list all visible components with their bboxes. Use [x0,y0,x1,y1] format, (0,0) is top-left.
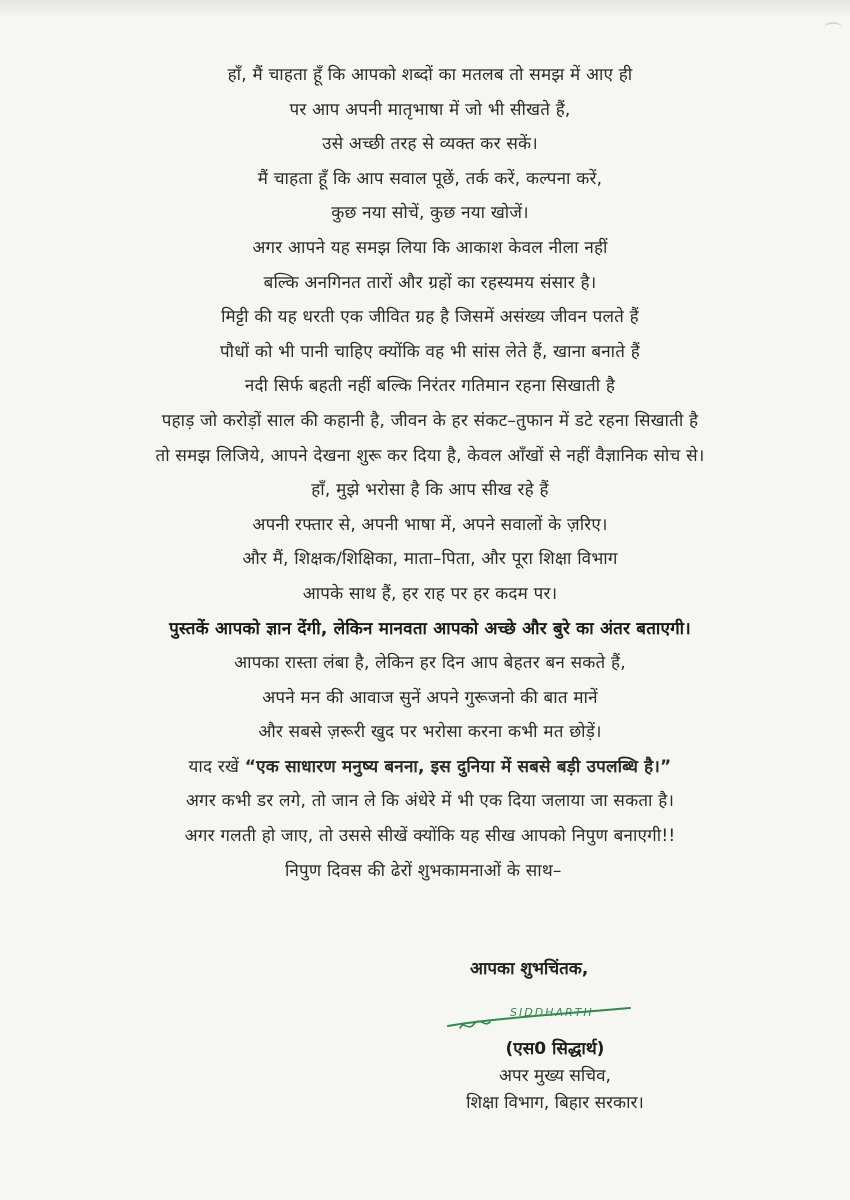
quote-intro: याद रखें [188,756,240,777]
letter-line: अगर गलती हो जाए, तो उससे सीखें क्योंकि यह सीख आपको निपुण बनाएगी!! [184,826,676,847]
letter-line: आपका रास्ता लंबा है, लेकिन हर दिन आप बेहतर बन सकते हैं, [234,653,626,674]
quote-line [60,750,800,785]
paper-top-edge [0,0,850,18]
letter-line: और सबसे ज़रूरी खुद पर भरोसा करना कभी मत छोड़ें। [258,722,602,743]
stray-mark [824,22,842,34]
signature-image [440,998,640,1038]
quote-text: “एक साधारण मनुष्य बनना, इस दुनिया में सबसे बड़ी उपलब्धि है।” [244,756,672,777]
letter-line-emphasis: पुस्तकें आपको ज्ञान देंगी, लेकिन मानवता आपको अच्छे और बुरे का अंतर बताएगी। [169,618,691,639]
letter-line: पहाड़ जो करोड़ों साल की कहानी है, जीवन के हर संकट–तुफान में डटे रहना सिखाती है [161,410,699,431]
signer-department: शिक्षा विभाग, बिहार सरकार। [466,1093,644,1113]
letter-line: अगर कभी डर लगे, तो जान ले कि अंधेरे में भी एक दिया जलाया जा सकता है। [185,791,675,812]
letter-body [60,58,800,888]
letter-line: हाँ, मैं चाहता हूँ कि आपको शब्दों का मतलब तो समझ में आए ही [227,65,633,85]
letter-line: पर आप अपनी मातृभाषा में जो भी सीखते हैं, [289,99,571,120]
letter-line: मैं चाहता हूँ कि आप सवाल पूछें, तर्क करें, कल्पना करें, [257,168,603,189]
letter-greeting-line: निपुण दिवस की ढेरों शुभकामनाओं के साथ– [285,860,562,881]
letter-line: बल्कि अनगिनत तारों और ग्रहों का रहस्यमय संसार है। [263,272,597,293]
signer-block [440,1036,670,1117]
signoff: आपका शुभचिंतक, [470,959,589,979]
signer-designation: अपर मुख्य सचिव, [499,1066,611,1086]
letter-line: नदी सिर्फ बहती नहीं बल्कि निरंतर गतिमान रहना सिखाती है [244,376,616,397]
letter-line: हाँ, मुझे भरोसा है कि आप सीख रहे हैं [311,480,549,501]
letter-line: अगर आपने यह समझ लिया कि आकाश केवल नीला नहीं [252,237,608,258]
letter-line: पौधों को भी पानी चाहिए क्योंकि वह भी सांस लेते हैं, खाना बनाते हैं [220,341,640,362]
letter-line: उसे अच्छी तरह से व्यक्त कर सकें। [322,134,538,155]
letter-line: अपने मन की आवाज सुनें अपने गुरूजनो की बात मानें [262,687,598,708]
letter-line: आपके साथ हैं, हर राह पर हर कदम पर। [302,583,558,604]
letter-line: तो समझ लिजिये, आपने देखना शुरू कर दिया है, केवल आँखों से नहीं वैज्ञानिक सोच से। [155,445,705,466]
signature-text: SIDDHARTH [510,1006,594,1019]
letter-line: और मैं, शिक्षक/शिक्षिका, माता–पिता, और पूरा शिक्षा विभाग [242,549,618,570]
letter-line: मिट्टी की यह धरती एक जीवित ग्रह है जिसमें असंख्य जीवन पलते हैं [221,307,639,328]
signer-name: (एस0 सिद्धार्थ) [505,1039,605,1059]
letter-line: अपनी रफ्तार से, अपनी भाषा में, अपने सवालों के ज़रिए। [252,514,608,535]
letter-line: कुछ नया सोचें, कुछ नया खोजें। [331,203,529,224]
